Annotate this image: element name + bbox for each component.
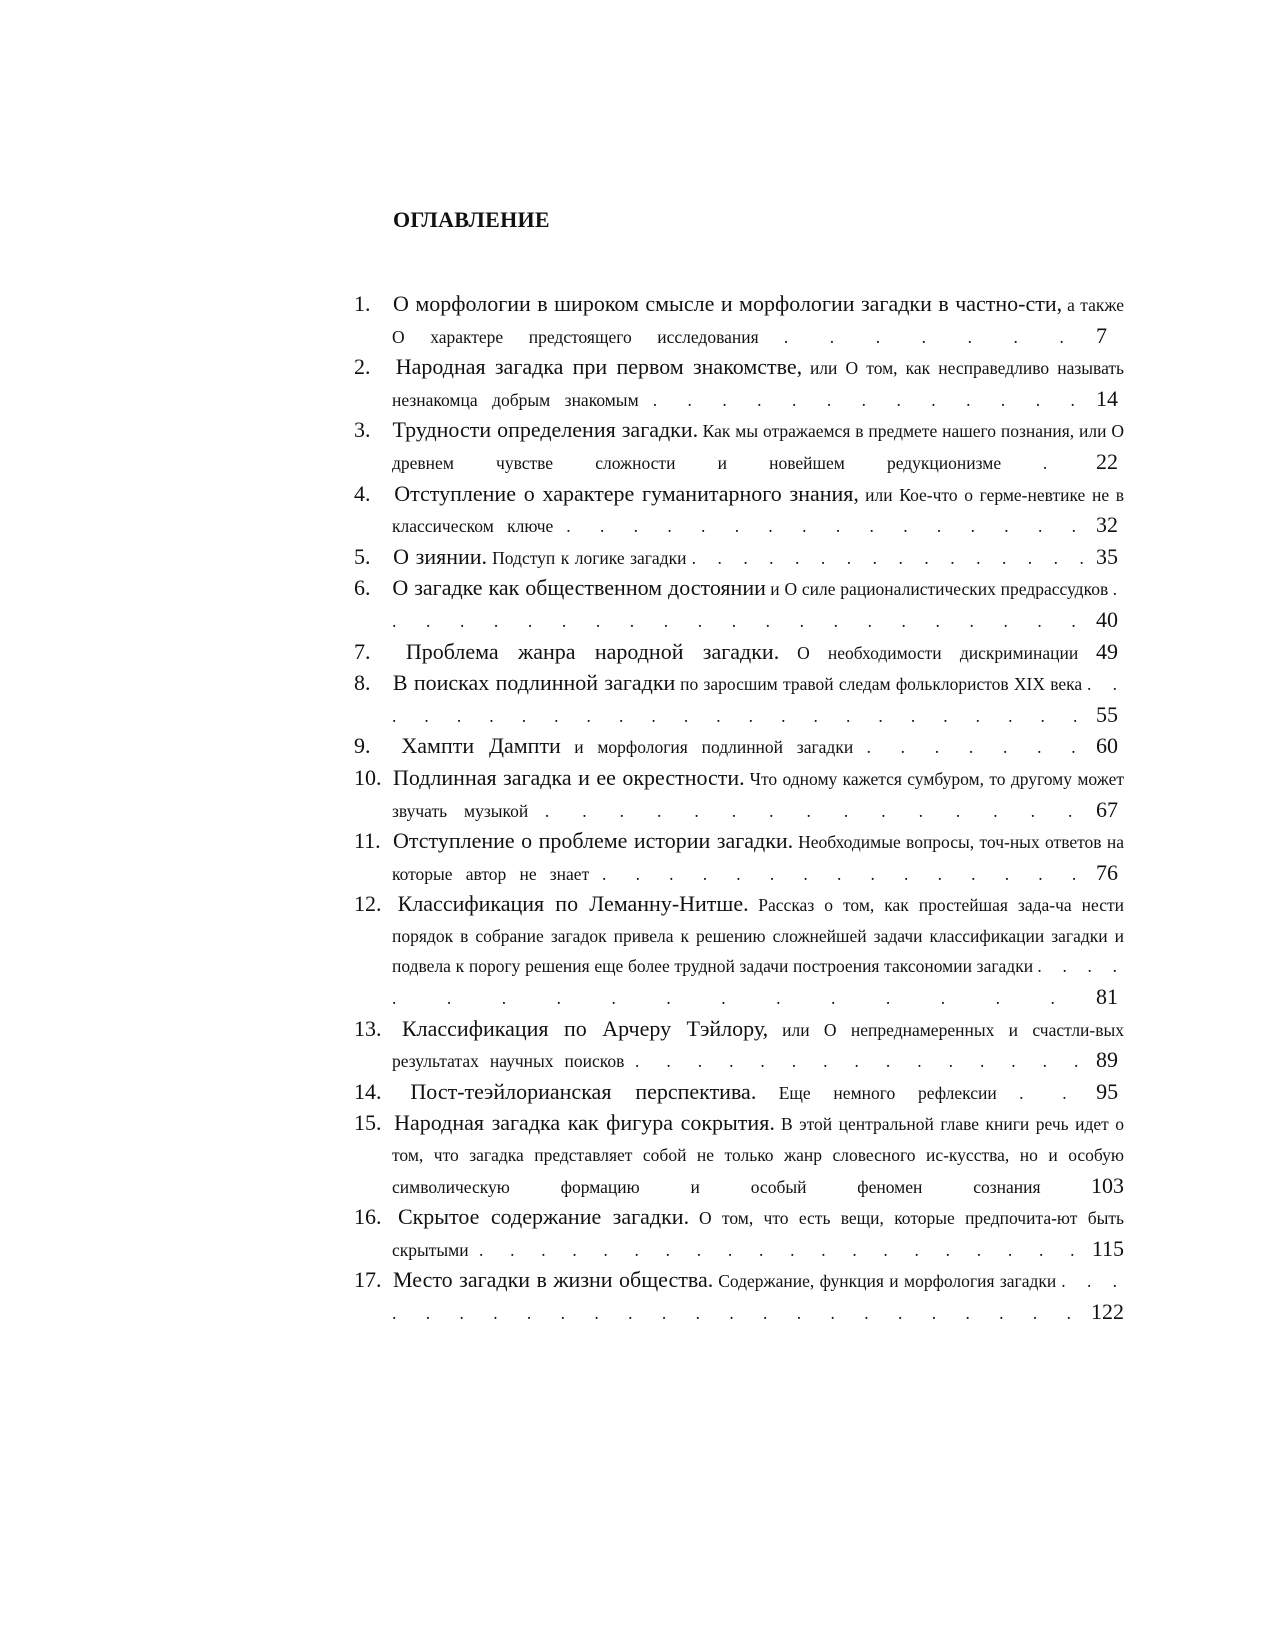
page-number: 89 [1096,1047,1118,1073]
entry-heading: Пост-теэйлорианская перспектива. [410,1078,757,1104]
page-number: 103 [1091,1172,1125,1198]
entry-heading: В поисках подлинной загадки [392,670,676,696]
page-number: 40 [1096,606,1119,632]
toc-entry-4 [354,480,1124,543]
page-number: 76 [1096,859,1119,885]
entry-subtitle: и морфология подлинной загадки [574,737,854,758]
toc-entry-17 [354,1266,1124,1329]
entry-heading: Классификация по Леманну-Нитше. [397,891,749,917]
toc-entry-3 [354,416,1124,479]
entry-subtitle: Содержание, функция и морфология загадки [718,1271,1057,1292]
entry-heading: Классификация по Арчеру Тэйлору, [401,1015,769,1041]
leader-dots: . . . . . . . . . . . . . . . [602,863,1084,884]
entry-heading: Подлинная загадка и ее окрестности. [392,764,745,790]
entry-heading: Отступление о проблеме истории загадки. [392,828,794,854]
leader-dots: . . . . . . . . . . . . . . . . . [392,956,1124,1009]
entry-number: 9. [354,733,371,759]
toc-entry-12 [354,890,1124,1014]
entry-number: 12. [354,891,382,917]
entry-heading: О морфологии в широком смысле и морфологии загадки в частно-сти, [392,291,1063,316]
leader-dots: . . . . . . . . . . . . . . . . [691,547,1091,568]
entry-subtitle: О том, что есть вещи, которые предпочита-ют быть скрытыми [392,1208,1125,1260]
page-number: 67 [1096,796,1119,822]
page-number: 55 [1096,701,1119,727]
entry-subtitle: или Кое-что о герме-невтике не в классическом ключе [392,484,1124,537]
entry-heading: Место загадки в жизни общества. [392,1267,714,1293]
page-number: 122 [1091,1299,1125,1324]
toc-entry-5 [354,543,1124,575]
entry-number: 4. [354,480,371,506]
toc-entry-15 [354,1109,1124,1203]
entry-heading: О зиянии. [393,543,488,569]
entry-number: 8. [354,670,371,696]
toc-entry-11 [354,827,1124,890]
leader-dots: . . . . . . . [783,326,1071,347]
toc-entry-16 [354,1203,1124,1266]
entry-heading: Скрытое содержание загадки. [397,1204,690,1230]
entry-subtitle: Необходимые вопросы, точ-ных ответов на которые автор не знает [392,832,1125,884]
toc-entry-7 [354,638,1124,670]
entry-number: 16. [354,1204,382,1230]
entry-heading: Трудности определения загадки. [392,417,699,443]
page-number: 14 [1096,385,1119,411]
entry-number: 10. [354,764,382,790]
page-title: ОГЛАВЛЕНИЕ [393,207,550,232]
entry-number: 5. [354,543,371,569]
entry-subtitle: Рассказ о том, как простейшая зада-ча нести порядок в собрание загадок привела к решению сложнейшей задачи классификации загадки и подвела к порогу решения еще более трудной задачи построения таксономии загадки [392,895,1125,977]
entry-subtitle: а также О характере предстоящего исследования [392,295,1125,347]
entry-subtitle: по заросшим травой следам фольклористов XIX века [680,674,1083,695]
page-number: 81 [1096,984,1118,1010]
leader-dots: . [1042,452,1055,473]
page-number: 32 [1096,512,1119,538]
entry-number: 11. [354,828,381,854]
page-number: 35 [1096,543,1119,569]
toc-entry-6 [354,574,1124,637]
toc-entry-13 [354,1015,1124,1078]
leader-dots: . . . . . . . . . . . . . . . . . . . . . . . . [392,1271,1125,1323]
toc-entry-1 [354,290,1124,353]
entry-number: 15. [354,1110,382,1136]
page-number: 95 [1096,1078,1119,1104]
entry-number: 17. [354,1267,382,1293]
entry-heading: Народная загадка как фигура сокрытия. [394,1110,775,1136]
entry-subtitle: Подступ к логике загадки [492,547,687,568]
entry-subtitle: Еще немного рефлексии [778,1082,997,1103]
leader-dots: . . . . . . . . . . . . . . . . [566,516,1084,537]
toc-entry-8 [354,669,1124,732]
leader-dots: . . . . . . . . . . . . . . . . . . . . . . . . [392,674,1124,726]
entry-heading: Народная загадка при первом знакомстве, [395,354,803,380]
leader-dots: . . . . . . . . . . . . . [652,389,1082,410]
toc-entry-10 [354,764,1124,827]
toc-entry-2 [354,353,1124,416]
entry-number: 6. [354,575,371,601]
entry-number: 2. [354,354,371,380]
entry-number: 7. [354,638,371,664]
leader-dots: . . . . . . . . . . . . . . . [634,1051,1086,1072]
leader-dots: . . . . . . . [866,737,1083,758]
entry-heading: Хампти Дампти [401,733,561,759]
page-number: 7 [1096,322,1108,348]
leader-dots: . . . . . . . . . . . . . . . [544,800,1080,821]
toc-entry-14 [354,1078,1124,1110]
entry-subtitle: или О том, как несправедливо называть незнакомца добрым знакомым [392,358,1125,410]
entry-heading: Отступление о характере гуманитарного знания, [394,480,859,506]
page-number: 22 [1096,448,1119,474]
table-of-contents [354,290,1124,1330]
page-number: 60 [1096,733,1119,759]
entry-subtitle: О необходимости дискриминации [797,642,1079,663]
entry-number: 14. [354,1078,382,1104]
entry-subtitle: В этой центральной главе книги речь идет о том, что загадка представляет собой не только жанр словесного ис-кусства, но и особую символическую формацию и особый феномен сознания [392,1114,1125,1197]
entry-number: 3. [354,417,371,443]
entry-heading: О загадке как общественном достоянии [392,575,766,601]
leader-dots: . . . . . . . . . . . . . . . . . . . . . . [392,579,1125,631]
leader-dots: . . . . . . . . . . . . . . . . . . . . [479,1239,1082,1260]
leader-dots: . . [1019,1082,1074,1103]
page-number: 115 [1091,1235,1125,1261]
entry-heading: Проблема жанра народной загадки. [405,638,780,664]
entry-number: 1. [354,291,371,316]
entry-subtitle: Что одному кажется сумбуром, то другому может звучать музыкой [392,768,1125,821]
entry-subtitle: или О непреднамеренных и счастли-вых результатах научных поисков [392,1019,1125,1072]
page-number: 49 [1096,638,1119,664]
entry-number: 13. [354,1015,382,1041]
toc-entry-9 [354,732,1124,764]
entry-subtitle: и О силе рационалистических предрассудков [770,579,1109,600]
entry-subtitle: Как мы отражаемся в предмете нашего познания, или О древнем чувстве сложности и новейшем редукционизме [392,421,1125,473]
